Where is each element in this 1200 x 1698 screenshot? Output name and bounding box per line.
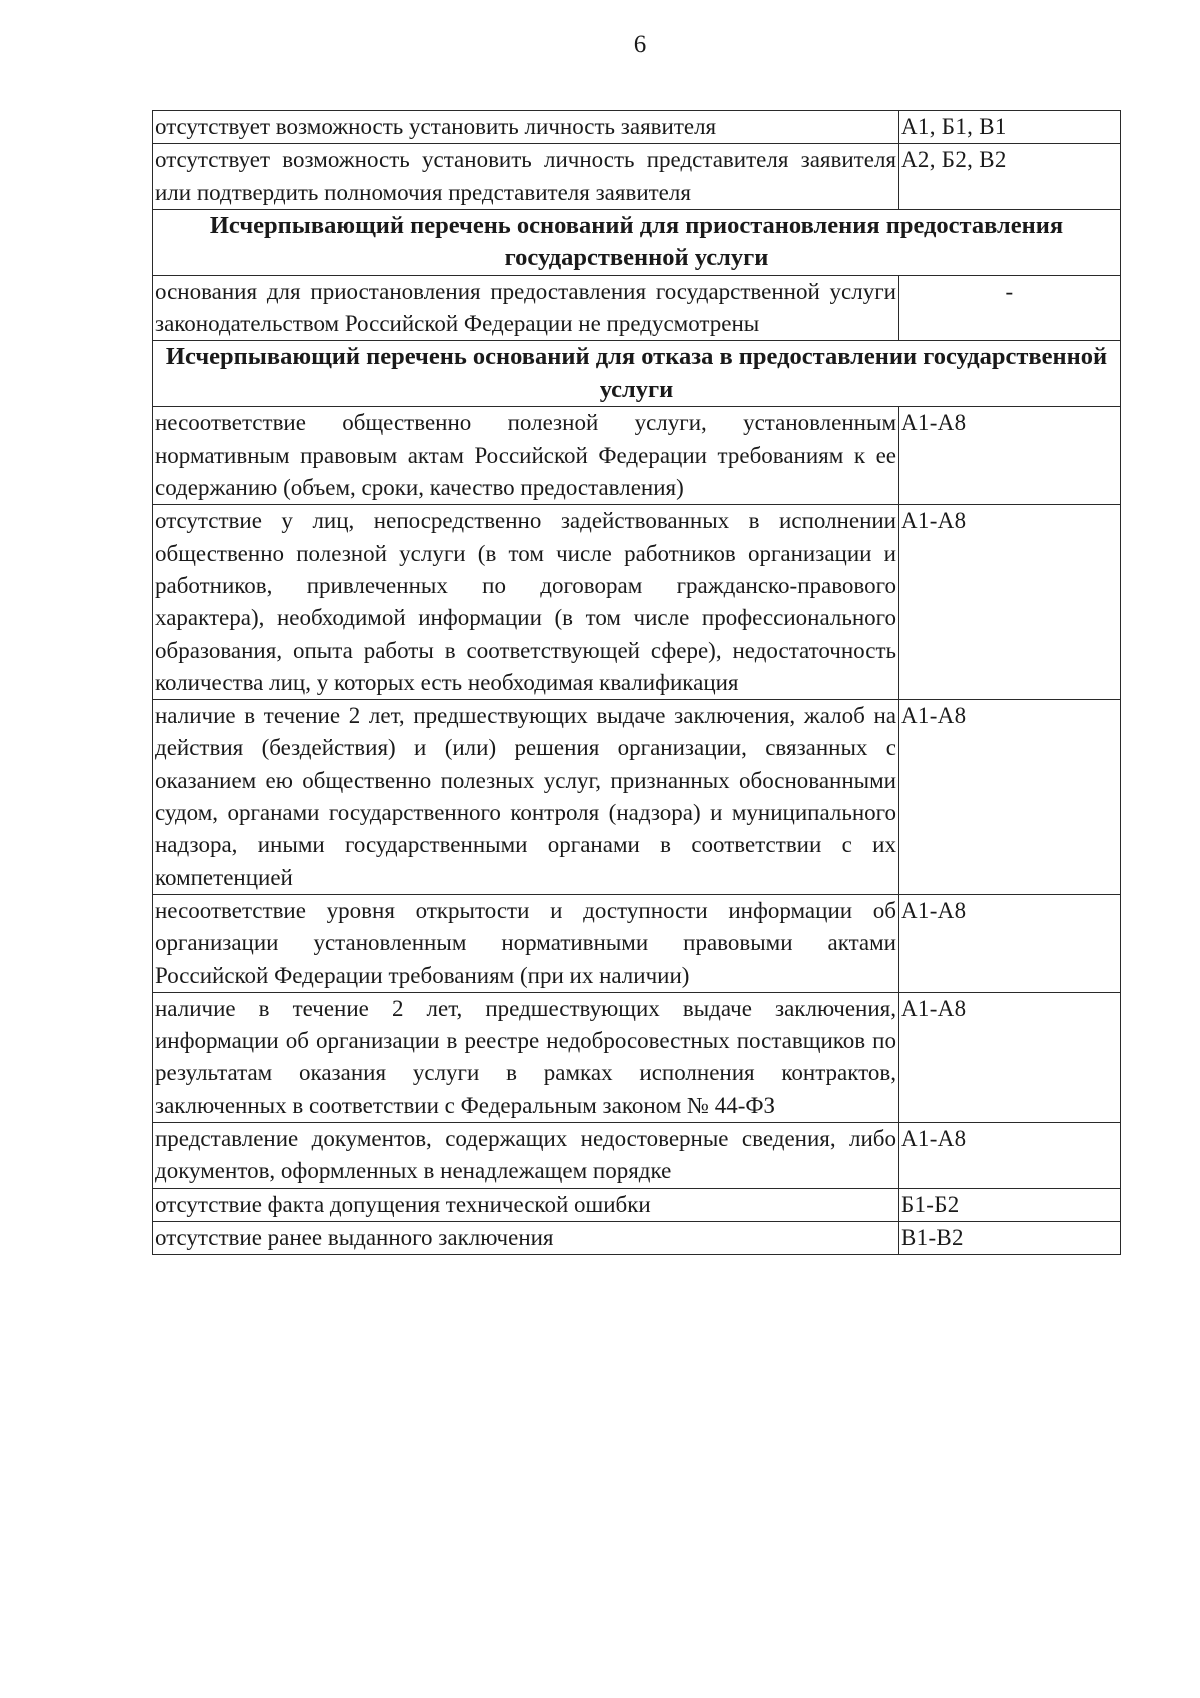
row-description: отсутствие факта допущения технической ошибки [153, 1188, 899, 1221]
page-number: 6 [633, 31, 647, 58]
row-code: А2, Б2, В2 [899, 144, 1121, 210]
row-description: отсутствие у лиц, непосредственно задействованных в исполнении общественно полезной услуги (в том числе работников организации и работников, привлеченных по договорам гражданско-правового характера), необходимой информации (в том числе профессионального образования, опыта работы в соответствующей сфере), недостаточность количества лиц, у которых есть необходимая квалификация [153, 505, 899, 700]
row-description: представление документов, содержащих недостоверные сведения, либо документов, оформленных в ненадлежащем порядке [153, 1123, 899, 1189]
row-code: А1-А8 [899, 700, 1121, 895]
row-code: А1-А8 [899, 1123, 1121, 1189]
table-row [153, 1188, 1121, 1221]
row-description: несоответствие общественно полезной услуги, установленным нормативным правовым актам Российской Федерации требованиям к ее содержанию (объем, сроки, качество предоставления) [153, 407, 899, 505]
table-row [153, 407, 1121, 505]
row-code: Б1-Б2 [899, 1188, 1121, 1221]
table-row [153, 992, 1121, 1122]
section-heading-row [153, 341, 1121, 407]
row-code: А1-А8 [899, 505, 1121, 700]
row-description: отсутствие ранее выданного заключения [153, 1221, 899, 1254]
row-code: А1-А8 [899, 894, 1121, 992]
row-code: В1-В2 [899, 1221, 1121, 1254]
table-row [153, 275, 1121, 341]
row-code: А1-А8 [899, 407, 1121, 505]
table-row [153, 1123, 1121, 1189]
row-code: А1, Б1, В1 [899, 111, 1121, 144]
section-heading-refusal: Исчерпывающий перечень оснований для отказа в предоставлении государственной услуги [153, 341, 1121, 407]
table-row [153, 111, 1121, 144]
row-code: - [899, 275, 1121, 341]
table-row [153, 505, 1121, 700]
section-heading-row [153, 209, 1121, 275]
table-row [153, 144, 1121, 210]
table-row [153, 1221, 1121, 1254]
row-description: отсутствует возможность установить личность заявителя [153, 111, 899, 144]
row-description: наличие в течение 2 лет, предшествующих выдаче заключения, информации об организации в реестре недобросовестных поставщиков по результатам оказания услуги в рамках исполнения контрактов, заключенных в соответствии с Федеральным законом № 44-ФЗ [153, 992, 899, 1122]
row-description: несоответствие уровня открытости и доступности информации об организации установленным нормативными правовыми актами Российской Федерации требованиям (при их наличии) [153, 894, 899, 992]
section-heading-suspension: Исчерпывающий перечень оснований для приостановления предоставления государственной услуги [153, 209, 1121, 275]
row-code: А1-А8 [899, 992, 1121, 1122]
row-description: отсутствует возможность установить личность представителя заявителя или подтвердить полномочия представителя заявителя [153, 144, 899, 210]
grounds-table [152, 110, 1121, 1255]
row-description: наличие в течение 2 лет, предшествующих выдаче заключения, жалоб на действия (бездействия) и (или) решения организации, связанных с оказанием ею общественно полезных услуг, признанных обоснованными судом, органами государственного контроля (надзора) и муниципального надзора, иными государственными органами в соответствии с их компетенцией [153, 700, 899, 895]
table-row [153, 700, 1121, 895]
row-description: основания для приостановления предоставления государственной услуги законодательством Российской Федерации не предусмотрены [153, 275, 899, 341]
table-row [153, 894, 1121, 992]
